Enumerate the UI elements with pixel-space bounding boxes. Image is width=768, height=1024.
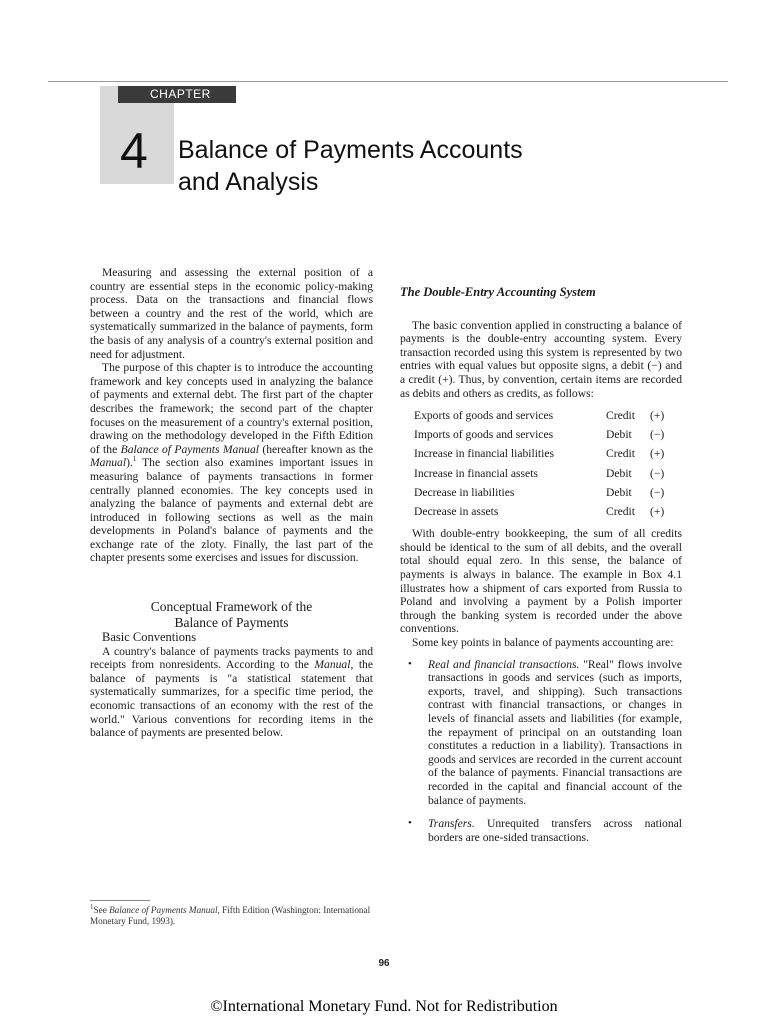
footnote-title: Balance of Payments Manual <box>109 905 218 915</box>
basic-p-part-b: , the balance of payments is "a statistical statement that systematically summarizes, for a specific time period, the economic transactions of an economy with the rest of the world." Various conventions for recording items in the balance of payments are presented below. <box>90 658 373 740</box>
entries-list <box>414 406 676 521</box>
entry-item: Increase in financial assets <box>414 466 538 480</box>
entry-sign: (+) <box>650 504 665 518</box>
footnote-prefix: See <box>93 905 110 915</box>
list-item <box>400 658 682 808</box>
chapter-tab-label: CHAPTER <box>118 86 236 103</box>
entry-sign: (+) <box>650 408 665 422</box>
entry-type: Debit <box>606 428 632 442</box>
basic-p-manual: Manual <box>314 658 351 672</box>
top-rule <box>48 81 728 82</box>
footnote-reference: 1 <box>132 455 137 464</box>
sub-heading-basic-conventions: Basic Conventions <box>102 630 197 645</box>
bullet-lead: Transfers. <box>428 817 475 831</box>
entry-type: Credit <box>606 408 635 422</box>
entry-type: Credit <box>606 504 635 518</box>
entry-item: Imports of goods and services <box>414 428 554 442</box>
entry-row <box>414 445 676 464</box>
intro-paragraph-2 <box>90 361 373 565</box>
bullet-text: "Real" flows involve transactions in goods and services (such as imports, exports, travel, and shipping). Such transactions contrast with financial transactions, or changes in levels of financial assets and liabilities (for example, the repayment of principal on an outstanding loan constitutes a reduction in a liability). Transactions in goods and services are recorded in the current account of the balance of payments. Financial transactions are recorded in the capital and financial account of the balance of payments. <box>428 657 682 807</box>
chapter-title-line-2: and Analysis <box>178 168 319 196</box>
double-entry-paragraph-1: The basic convention applied in constructing a balance of payments is the double-entry accounting system. Every transaction recorded using this system is represented by two entries with equal values but opposite signs, a debit (−) and a credit (+). Thus, by convention, certain items are recorded as debits and others as credits, as follows: <box>400 318 682 400</box>
copyright-notice: ©International Monetary Fund. Not for Redistribution <box>210 998 558 1015</box>
entry-type: Debit <box>606 466 632 480</box>
chapter-title <box>178 134 698 198</box>
entry-row <box>414 406 676 425</box>
double-entry-paragraph-3: Some key points in balance of payments accounting are: <box>412 636 674 650</box>
left-column <box>90 266 373 740</box>
list-item <box>400 817 682 844</box>
entry-sign: (−) <box>650 428 665 442</box>
chapter-title-line-1: Balance of Payments Accounts <box>178 136 523 164</box>
double-entry-heading: The Double-Entry Accounting System <box>400 285 596 299</box>
footnote-rule <box>90 900 150 901</box>
section-heading-line-1: Conceptual Framework of the <box>150 599 313 615</box>
entry-item: Decrease in liabilities <box>414 485 515 499</box>
page-number: 96 <box>378 958 390 969</box>
bullet-lead: Real and financial transactions. <box>428 657 580 671</box>
chapter-number: 4 <box>120 123 148 179</box>
entry-row <box>414 502 676 521</box>
footnote <box>90 902 373 927</box>
entry-sign: (+) <box>650 447 665 461</box>
entry-sign: (−) <box>650 485 665 499</box>
intro-p2-part-b: (hereafter known as the <box>258 442 373 456</box>
entry-row <box>414 425 676 444</box>
entry-item: Decrease in assets <box>414 504 499 518</box>
intro-paragraph-1: Measuring and assessing the external position of a country are essential steps in the economic policy-making process. Data on the transactions and financial flows between a country and the rest of the world, which are systematically summarized in the balance of payments, form the basis of any analysis of a country's external position and need for adjustment. <box>90 266 373 361</box>
intro-p2-part-c: ). <box>126 456 133 470</box>
intro-p2-manual-title: Balance of Payments Manual <box>120 442 259 456</box>
key-points-list <box>400 658 682 845</box>
right-column <box>400 286 682 854</box>
intro-p2-part-d: The section also examines important issues in measuring balance of payments transactions in former centrally planned economies. The key concepts used in analyzing the balance of payments and external debt are introduced in following sections as well as the main developments in Poland's balance of payments and the exchange rate of the zloty. Finally, the last part of the chapter presents some exercises and issues for discussion. <box>90 456 373 565</box>
double-entry-paragraph-2: With double-entry bookkeeping, the sum of all credits should be identical to the sum of all debits, and the overall total should equal zero. In this sense, the balance of payments is always in balance. The example in Box 4.1 illustrates how a shipment of cars exported from Russia to Poland and involving a payment by a Polish importer through the banking system is recorded under the above conventions. <box>400 527 682 636</box>
entry-type: Credit <box>606 447 635 461</box>
intro-p2-manual: Manual <box>90 456 127 470</box>
basic-conventions-paragraph <box>90 645 373 740</box>
entry-sign: (−) <box>650 466 665 480</box>
bullet-icon: • <box>408 817 412 830</box>
section-heading <box>90 599 373 631</box>
basic-p-part-a: A country's balance of payments tracks payments to and receipts from nonresidents. According to the <box>90 644 373 672</box>
bullet-text: Unrequited transfers across national borders are one-sided transactions. <box>428 817 682 844</box>
entry-item: Exports of goods and services <box>414 408 554 422</box>
bullet-icon: • <box>408 657 412 670</box>
footnote-marker: 1 <box>90 902 94 911</box>
intro-p2-part-a: The purpose of this chapter is to introduce the accounting framework and key concepts used in analyzing the balance of payments and external debt. The first part of the chapter describes the framework; the second part of the chapter focuses on the measurement of a country's external position, drawing on the methodology developed in the Fifth Edition of the <box>90 361 373 456</box>
footnote-suffix: , Fifth Edition (Washington: International Monetary Fund, 1993). <box>90 905 371 926</box>
entry-item: Increase in financial liabilities <box>414 447 555 461</box>
entry-row <box>414 483 676 502</box>
entry-row <box>414 464 676 483</box>
entry-type: Debit <box>606 485 632 499</box>
section-heading-line-2: Balance of Payments <box>174 615 289 631</box>
